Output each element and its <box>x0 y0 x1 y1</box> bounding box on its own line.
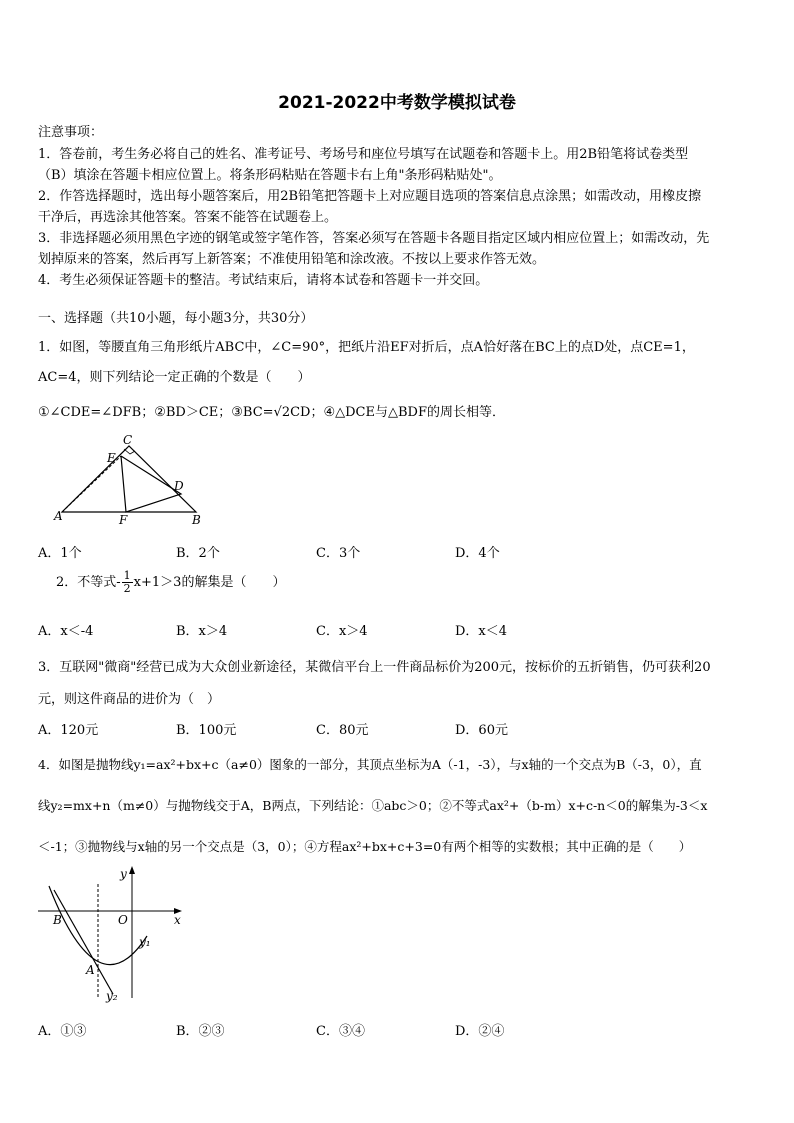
q3-stem-line-2: 元，则这件商品的进价为（ ） <box>38 692 221 707</box>
page-title: 2021-2022中考数学模拟试卷 <box>278 93 516 113</box>
q3-option-a[interactable]: A．120元 <box>38 723 99 738</box>
notice-line-2: （B）填涂在答题卡相应位置上。将条形码粘贴在答题卡右上角"条形码粘贴处"。 <box>38 168 502 183</box>
q2-option-a[interactable]: A．x＜-4 <box>38 624 94 639</box>
q1-option-c[interactable]: C．3个 <box>316 546 361 561</box>
label-d: D <box>174 479 184 493</box>
label-y-axis: y <box>120 867 127 881</box>
notice-line-6: 划掉原来的答案，然后再写上新答案；不准使用铅笔和涂改液。不按以上要求作答无效。 <box>38 252 546 267</box>
q4-option-a[interactable]: A．①③ <box>38 1024 87 1039</box>
q3-option-c[interactable]: C．80元 <box>316 723 369 738</box>
q4-option-d[interactable]: D．②④ <box>455 1024 505 1039</box>
label-y2: y₂ <box>106 989 118 1003</box>
q2-option-d[interactable]: D．x＜4 <box>455 624 508 639</box>
label-f: F <box>119 513 128 527</box>
q1-statements-part-2: CD；④△DCE与△BDF的周长相等． <box>290 405 505 420</box>
q1-triangle-figure <box>52 432 212 532</box>
q4-stem-line-2: 线y₂=mx+n（m≠0）与抛物线交于A，B两点，下列结论：①abc＞0；②不等式ax²+（b-m）x+c-n＜0的解集为-3＜x <box>38 798 708 813</box>
q1-option-a[interactable]: A．1个 <box>38 546 82 561</box>
folded-triangle <box>121 456 181 512</box>
label-b: B <box>192 513 201 527</box>
q4-parabola-figure <box>36 866 196 1006</box>
q2-option-b[interactable]: B．x＞4 <box>176 624 228 639</box>
line-y2 <box>54 890 113 994</box>
section-heading: 一、选择题（共10小题，每小题3分，共30分） <box>38 311 314 326</box>
notice-line-3: 2．作答选择题时，选出每小题答案后，用2B铅笔把答题卡上对应题目选项的答案信息点涂黑；如需改动，用橡皮擦 <box>38 189 702 204</box>
notice-line-1: 1．答卷前，考生务必将自己的姓名、准考证号、考场号和座位号填写在试题卷和答题卡上。用2B铅笔将试卷类型 <box>38 147 689 162</box>
label-b: B <box>53 913 62 927</box>
q1-statements-part-1: ①∠CDE=∠DFB；②BD＞CE；③BC= <box>38 405 274 420</box>
q2-numerator: 1 <box>123 569 131 582</box>
notice-line-5: 3．非选择题必须用黑色字迹的钢笔或签字笔作答，答案必须写在答题卡各题目指定区域内相应位置上；如需改动，先 <box>38 231 710 246</box>
label-c: C <box>123 433 133 447</box>
label-origin: O <box>118 913 128 927</box>
label-e: E <box>107 451 116 465</box>
notice-line-4: 干净后，再选涂其他答案。答案不能答在试题卷上。 <box>38 210 338 225</box>
q2-suffix: x+1＞3的解集是（ ） <box>133 575 286 590</box>
q2-option-c[interactable]: C．x＞4 <box>316 624 368 639</box>
q4-option-b[interactable]: B．②③ <box>176 1024 225 1039</box>
q1-stem-line-1: 1．如图，等腰直角三角形纸片ABC中，∠C=90°，把纸片沿EF对折后，点A恰好落在BC上的点D处，点CE=1， <box>38 340 695 355</box>
q2-prefix: 2．不等式- <box>56 575 121 590</box>
q3-option-b[interactable]: B．100元 <box>176 723 237 738</box>
q1-statements <box>38 401 505 420</box>
q3-stem-line-1: 3．互联网"微商"经营已成为大众创业新途径，某微信平台上一件商品标价为200元，按标价的五折销售，仍可获利20 <box>38 660 711 675</box>
y-axis-arrow <box>129 866 135 874</box>
q1-option-d[interactable]: D．4个 <box>455 546 500 561</box>
q1-sqrt: √2 <box>273 405 291 420</box>
notice-line-7: 4．考生必须保证答题卡的整洁。考试结束后，请将本试卷和答题卡一并交回。 <box>38 273 489 288</box>
q4-stem-line-1: 4．如图是抛物线y₁=ax²+bx+c（a≠0）图象的一部分，其顶点坐标为A（-1，-3），与x轴的一个交点为B（-3，0），直 <box>38 757 702 772</box>
notice-heading: 注意事项： <box>38 125 104 140</box>
q4-stem-line-3: ＜-1；③抛物线与x轴的另一个交点是（3，0）；④方程ax²+bx+c+3=0有两个相等的实数根；其中正确的是（ ） <box>38 839 692 854</box>
q1-stem-line-2: AC=4，则下列结论一定正确的个数是（ ） <box>38 370 311 385</box>
label-y1: y₁ <box>139 935 151 949</box>
label-x-axis: x <box>174 913 181 927</box>
q2-stem <box>56 570 285 595</box>
label-a: A <box>54 509 63 523</box>
q3-option-d[interactable]: D．60元 <box>455 723 508 738</box>
label-a: A <box>86 963 95 977</box>
q2-denominator: 2 <box>123 582 131 595</box>
q1-option-b[interactable]: B．2个 <box>176 546 220 561</box>
q2-fraction <box>122 570 133 595</box>
q4-option-c[interactable]: C．③④ <box>316 1024 365 1039</box>
